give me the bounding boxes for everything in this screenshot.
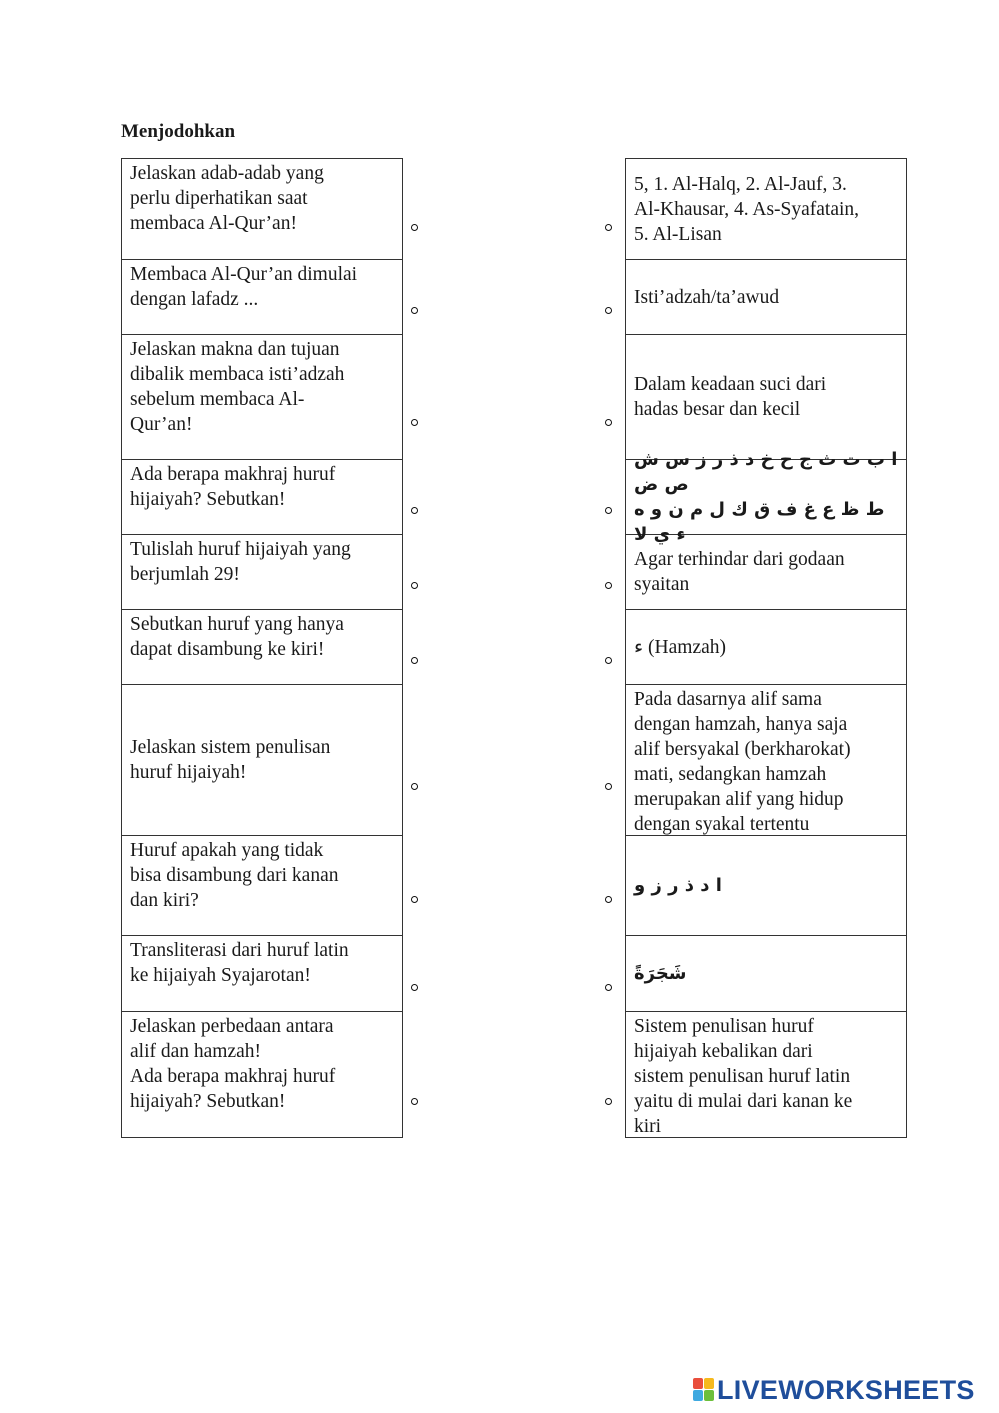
answer-text: Dalam keadaan suci dari hadas besar dan kecil xyxy=(634,374,827,420)
answer-text: Sistem penulisan huruf hijaiyah kebalikan dari sistem penulisan huruf latin yaitu di mulai dari kanan ke kiri xyxy=(634,1016,853,1137)
answer-cell xyxy=(625,449,907,545)
questions-column xyxy=(121,158,403,1138)
right-match-dot[interactable] xyxy=(605,419,612,426)
left-match-dot[interactable] xyxy=(411,1098,418,1105)
answer-cell xyxy=(625,535,907,610)
question-cell xyxy=(121,685,403,836)
question-cell xyxy=(121,936,403,1012)
answer-text: Pada dasarnya alif sama dengan hamzah, hanya saja alif bersyakal (berkharokat) mati, sedangkan hamzah merupakan alif yang hidup dengan syakal tertentu xyxy=(634,689,851,835)
left-match-dot[interactable] xyxy=(411,896,418,903)
answer-cell xyxy=(625,610,907,685)
left-match-dot[interactable] xyxy=(411,307,418,314)
answers-column xyxy=(625,158,907,1138)
logo-text: LIVEWORKSHEETS xyxy=(717,1374,975,1405)
right-match-dot[interactable] xyxy=(605,783,612,790)
question-text: Jelaskan sistem penulisan huruf hijaiyah! xyxy=(130,737,331,783)
answer-text: 5, 1. Al-Halq, 2. Al-Jauf, 3. Al-Khausar, 4. As-Syafatain, 5. Al-Lisan xyxy=(634,173,860,245)
left-match-dot[interactable] xyxy=(411,507,418,514)
answer-text: ء (Hamzah) xyxy=(634,636,726,658)
question-text: Jelaskan makna dan tujuan dibalik membaca isti’adzah sebelum membaca Al- Qur’an! xyxy=(130,339,345,435)
right-match-dot[interactable] xyxy=(605,896,612,903)
right-match-dot[interactable] xyxy=(605,582,612,589)
right-match-dot[interactable] xyxy=(605,1098,612,1105)
left-match-dot[interactable] xyxy=(411,984,418,991)
left-match-dot[interactable] xyxy=(411,419,418,426)
question-text: Ada berapa makhraj huruf hijaiyah? Sebutkan! xyxy=(130,464,336,510)
answer-text: شَجَرَةً xyxy=(634,963,687,984)
question-text: Transliterasi dari huruf latin ke hijaiyah Syajarotan! xyxy=(130,940,349,986)
answer-cell xyxy=(625,836,907,936)
answer-cell xyxy=(625,335,907,460)
liveworksheets-logo[interactable] xyxy=(693,1376,975,1404)
answer-text: ا د ذ ر ز و xyxy=(634,875,722,896)
question-text: Sebutkan huruf yang hanya dapat disambung ke kiri! xyxy=(130,614,344,660)
left-match-dot[interactable] xyxy=(411,783,418,790)
answer-cell xyxy=(625,1012,907,1138)
left-match-dot[interactable] xyxy=(411,657,418,664)
question-cell xyxy=(121,260,403,335)
question-cell xyxy=(121,535,403,610)
right-match-dot[interactable] xyxy=(605,307,612,314)
question-cell xyxy=(121,158,403,260)
question-cell xyxy=(121,460,403,535)
answer-text: ا ب ت ث ج ح خ د ذ ر ز س ش ص ض ط ظ ع غ ف ق ك ل م ن و ه ء ي لا xyxy=(634,449,898,545)
question-text: Huruf apakah yang tidak bisa disambung dari kanan dan kiri? xyxy=(130,840,339,911)
answer-text: Agar terhindar dari godaan syaitan xyxy=(634,549,845,595)
question-text: Jelaskan adab-adab yang perlu diperhatikan saat membaca Al-Qur’an! xyxy=(130,163,324,234)
question-cell xyxy=(121,610,403,685)
answer-cell xyxy=(625,158,907,260)
right-match-dot[interactable] xyxy=(605,224,612,231)
answer-text: Isti’adzah/ta’awud xyxy=(634,286,780,308)
left-match-dot[interactable] xyxy=(411,582,418,589)
question-text: Jelaskan perbedaan antara alif dan hamzah! Ada berapa makhraj huruf hijaiyah? Sebutkan! xyxy=(130,1016,336,1112)
question-cell xyxy=(121,836,403,936)
right-match-dot[interactable] xyxy=(605,657,612,664)
answer-cell xyxy=(625,936,907,1012)
left-match-dot[interactable] xyxy=(411,224,418,231)
answer-cell xyxy=(625,685,907,836)
question-cell xyxy=(121,1012,403,1138)
page-title: Menjodohkan xyxy=(121,121,236,142)
liveworksheets-icon xyxy=(693,1378,715,1402)
question-text: Membaca Al-Qur’an dimulai dengan lafadz ... xyxy=(130,264,358,310)
question-text: Tulislah huruf hijaiyah yang berjumlah 29! xyxy=(130,539,351,585)
answer-cell xyxy=(625,260,907,335)
question-cell xyxy=(121,335,403,460)
right-match-dot[interactable] xyxy=(605,507,612,514)
right-match-dot[interactable] xyxy=(605,984,612,991)
